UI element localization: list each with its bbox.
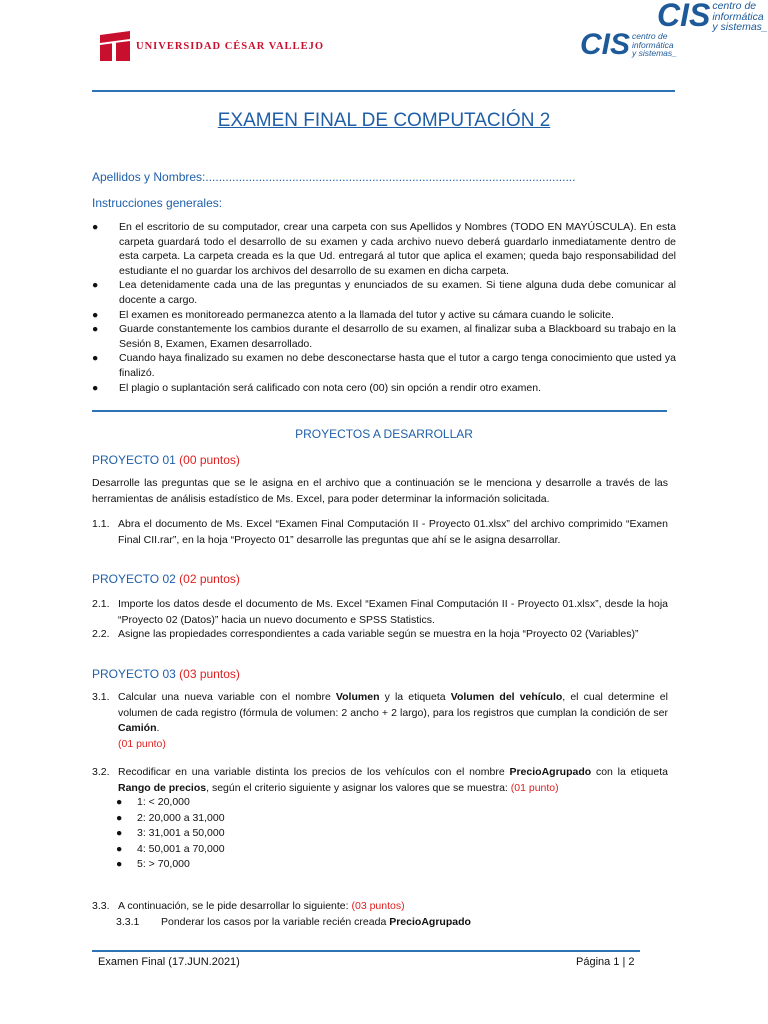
university-name: UNIVERSIDAD CÉSAR VALLEJO (136, 40, 324, 52)
list-item: ● En el escritorio de su computador, crear una carpeta con sus Apellidos y Nombres (TODO EN MAYÚSCULA). En esta carpeta guardará todo el desarrollo de su examen y cada archivo nuevo deberá guardarlo inmediatamente dentro de esta carpeta. La carpeta creada es la que Ud. entregará al tutor que aplica el examen; queda bajo responsabilidad del estudiante el no guardar los archivos del desarrollo de su examen en dicha carpeta. (92, 221, 676, 277)
project-03-points: (03 puntos) (179, 667, 240, 681)
cis-mark: CIS (580, 28, 631, 61)
list-item: ● El examen es monitoreado permanezca atento a la llamada del tutor y active su cámara cuando le solicite. (92, 308, 614, 321)
cis-mark: CIS (657, 0, 711, 33)
bullet-icon: ● (116, 858, 123, 871)
footer-page-number: Página 1 | 2 (576, 956, 635, 968)
section-rule (92, 410, 667, 412)
list-item: ● Guarde constantemente los cambios durante el desarrollo de su examen, al finalizar suba a Blackboard su trabajo en la Sesión 8, Examen, Examen desarrollado. (92, 323, 676, 350)
project-02-heading: PROYECTO 02 (02 puntos) (92, 572, 240, 586)
bullet-icon: ● (116, 811, 123, 824)
list-item: ● 3: 31,001 a 50,000 (116, 826, 225, 842)
bullet-icon: ● (116, 827, 123, 840)
question-3-2-points: (01 punto) (510, 781, 559, 794)
instructions-heading: Instrucciones generales: (92, 196, 223, 210)
ucv-shield-icon (100, 31, 130, 61)
cis-text: centro de informática y sistemas_ (632, 31, 677, 58)
list-item: ● 1: < 20,000 (116, 795, 225, 811)
list-item: ● Cuando haya finalizado su examen no debe desconectarse hasta que el tutor a cargo tenga conocimiento que usted ya finalizó. (92, 352, 676, 379)
footer-exam-date: Examen Final (17.JUN.2021) (98, 956, 240, 968)
cis-text: centro de informática y sistemas_ (712, 0, 768, 33)
bullet-icon: ● (92, 352, 99, 365)
project-01-heading: PROYECTO 01 (00 puntos) (92, 453, 240, 467)
bullet-icon: ● (92, 279, 99, 292)
instructions-list (92, 220, 676, 395)
cis-logo-top (657, 0, 768, 33)
list-item: ● El plagio o suplantación será calificado con nota cero (00) sin opción a rendir otro examen. (92, 381, 541, 394)
bullet-icon: ● (92, 221, 99, 233)
question-3-3-points: (03 puntos) (351, 900, 405, 912)
bullet-icon: ● (92, 381, 99, 394)
question-2-1: 2.1. Importe los datos desde el documento de Ms. Excel “Examen Final Computación II - Proyecto 01.xlsx”, desde la hoja “Proyecto 02 (Datos)” hacia un nuevo documento e SPSS Statistics. (92, 598, 668, 626)
project-01-intro: Desarrolle las preguntas que se le asigna en el archivo que a continuación se le menciona y desarrolle a través de las herramientas de análisis estadístico de Ms. Excel, para poder determinar la información solicitada. (92, 477, 668, 505)
list-item: ● 5: > 70,000 (116, 857, 225, 873)
project-03-heading: PROYECTO 03 (03 puntos) (92, 667, 240, 681)
bullet-icon: ● (116, 796, 123, 808)
footer-rule (92, 950, 640, 952)
question-1-1: 1.1. Abra el documento de Ms. Excel “Examen Final Computación II - Proyecto 01.xlsx” del archivo comprimido “Examen Final CII.rar”, en la hoja “Proyecto 01” desarrolle las preguntas que ahí se le asigna desarrollar. (92, 518, 668, 546)
question-3-3: 3.3. A continuación, se le pide desarrollar lo siguiente: (03 puntos) (92, 900, 405, 912)
ucv-logo (100, 31, 324, 61)
student-name-field: Apellidos y Nombres:............................................................................................................... (92, 170, 576, 184)
question-3-1: 3.1. Calcular una nueva variable con el nombre Volumen y la etiqueta Volumen del vehículo, el cual determine el volumen de cada registro (fórmula de volumen: 2 ancho + 2 largo), para los registros que cumplan la condición de ser Camión. (01 punto) (92, 691, 668, 750)
header-rule (92, 90, 675, 92)
price-ranges-list (116, 795, 225, 873)
page-title: EXAMEN FINAL DE COMPUTACIÓN 2 (217, 110, 551, 131)
question-3-3-1: 3.3.1 Ponderar los casos por la variable recién creada PrecioAgrupado (116, 916, 471, 928)
project-02-points: (02 puntos) (179, 572, 240, 586)
project-01-points: (00 puntos) (179, 453, 240, 467)
bullet-icon: ● (92, 308, 99, 321)
question-3-1-points: (01 punto) (118, 737, 166, 750)
list-item: ● 2: 20,000 a 31,000 (116, 811, 225, 827)
projects-heading: PROYECTOS A DESARROLLAR (295, 427, 473, 441)
list-item: ● Lea detenidamente cada una de las preguntas y enunciados de su examen. Si tiene alguna duda debe comunicar al docente a cargo. (92, 279, 676, 306)
cis-logo-header (580, 30, 677, 60)
list-item: ● 4: 50,001 a 70,000 (116, 842, 225, 858)
question-2-2: 2.2. Asigne las propiedades correspondientes a cada variable según se muestra en la hoja “Proyecto 02 (Variables)” (92, 628, 639, 640)
bullet-icon: ● (116, 842, 123, 855)
bullet-icon: ● (92, 323, 99, 336)
question-3-2: 3.2. Recodificar en una variable distinta los precios de los vehículos con el nombre PrecioAgrupado con la etiqueta Rango de precios, según el criterio siguiente y asignar los valores que se muestra: (01 punto) (92, 766, 668, 794)
